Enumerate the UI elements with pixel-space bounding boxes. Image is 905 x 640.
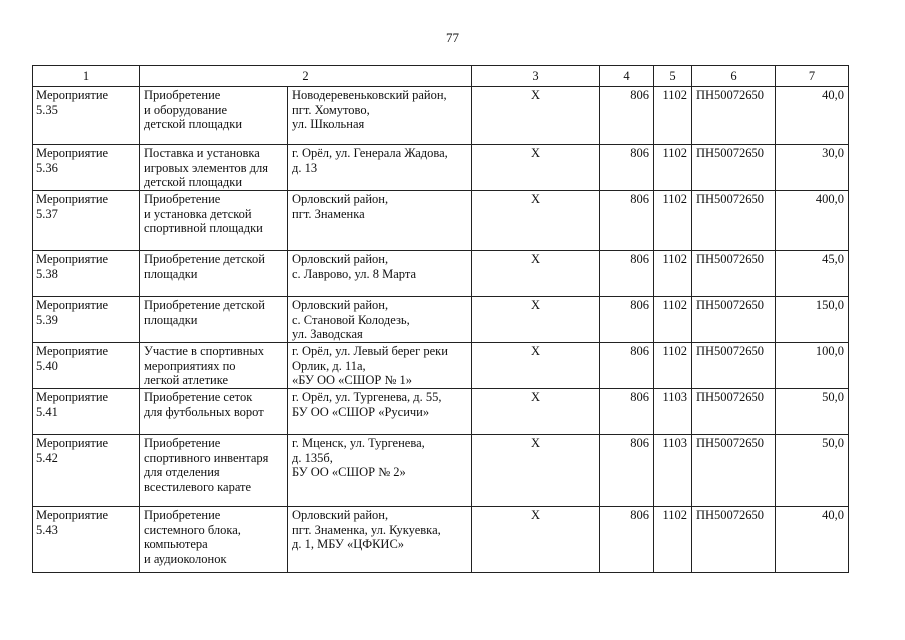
- section-cell: 1103: [654, 435, 692, 507]
- address-cell-line: пгт. Знаменка, ул. Кукуевка,: [292, 522, 441, 537]
- address-cell-line: Орлик, д. 11а,: [292, 358, 366, 373]
- address-cell-line: г. Орёл, ул. Левый берег реки: [292, 344, 448, 358]
- event-cell-line: Мероприятие: [36, 192, 109, 206]
- address-cell: [288, 507, 472, 573]
- event-cell: [33, 145, 140, 191]
- mark-cell: X: [472, 191, 600, 251]
- description-cell-line: Приобретение детской: [144, 252, 265, 266]
- address-cell-line: Орловский район,: [292, 252, 389, 266]
- event-cell-line: 5.37: [36, 206, 58, 221]
- description-cell-line: Участие в спортивных: [144, 344, 265, 358]
- description-cell-line: Приобретение: [144, 88, 221, 102]
- header-col-7: 7: [776, 66, 849, 87]
- amount-cell: 50,0: [776, 389, 849, 435]
- event-cell-line: 5.41: [36, 404, 58, 419]
- address-cell: [288, 145, 472, 191]
- target-code-cell: ПН50072650: [692, 435, 776, 507]
- address-cell-line: Орловский район,: [292, 298, 389, 312]
- event-cell-line: 5.38: [36, 266, 58, 281]
- description-cell-line: площадки: [144, 312, 198, 327]
- event-cell-line: Мероприятие: [36, 436, 109, 450]
- description-cell-line: и оборудование: [144, 102, 228, 117]
- event-cell-line: Мероприятие: [36, 146, 109, 160]
- amount-cell: 150,0: [776, 297, 849, 343]
- header-col-2: 2: [140, 66, 472, 87]
- target-code-cell: ПН50072650: [692, 389, 776, 435]
- table-row: [33, 251, 849, 297]
- code-cell: 806: [600, 297, 654, 343]
- amount-cell: 45,0: [776, 251, 849, 297]
- table-row: [33, 87, 849, 145]
- address-cell-line: д. 13: [292, 160, 318, 175]
- description-cell: [140, 389, 288, 435]
- address-cell: [288, 343, 472, 389]
- address-cell-line: БУ ОО «СШОР «Русичи»: [292, 404, 430, 419]
- amount-cell: 400,0: [776, 191, 849, 251]
- event-cell: [33, 297, 140, 343]
- event-cell: [33, 507, 140, 573]
- mark-cell: X: [472, 435, 600, 507]
- event-cell: [33, 251, 140, 297]
- event-cell: [33, 343, 140, 389]
- description-cell: [140, 145, 288, 191]
- amount-cell: 100,0: [776, 343, 849, 389]
- mark-cell: X: [472, 145, 600, 191]
- target-code-cell: ПН50072650: [692, 343, 776, 389]
- description-cell-line: Приобретение детской: [144, 298, 265, 312]
- description-cell: [140, 87, 288, 145]
- address-cell-line: Орловский район,: [292, 192, 389, 206]
- description-cell-line: спортивной площадки: [144, 221, 263, 235]
- event-cell-line: 5.36: [36, 160, 58, 175]
- description-cell: [140, 251, 288, 297]
- address-cell-line: г. Орёл, ул. Генерала Жадова,: [292, 146, 448, 160]
- code-cell: 806: [600, 191, 654, 251]
- section-cell: 1102: [654, 297, 692, 343]
- code-cell: 806: [600, 251, 654, 297]
- description-cell: [140, 435, 288, 507]
- event-cell-line: 5.39: [36, 312, 58, 327]
- description-cell: [140, 507, 288, 573]
- event-cell-line: 5.43: [36, 522, 58, 537]
- section-cell: 1102: [654, 251, 692, 297]
- address-cell-line: с. Становой Колодезь,: [292, 312, 410, 327]
- address-cell-line: д. 135б,: [292, 450, 333, 465]
- description-cell-line: Приобретение сеток: [144, 390, 253, 404]
- target-code-cell: ПН50072650: [692, 87, 776, 145]
- event-cell-line: Мероприятие: [36, 88, 109, 102]
- address-cell-line: пгт. Знаменка: [292, 206, 365, 221]
- amount-cell: 50,0: [776, 435, 849, 507]
- description-cell-line: площадки: [144, 266, 198, 281]
- event-cell-line: 5.35: [36, 102, 58, 117]
- section-cell: 1102: [654, 87, 692, 145]
- address-cell-line: БУ ОО «СШОР № 2»: [292, 465, 406, 479]
- address-cell-line: Орловский район,: [292, 508, 389, 522]
- amount-cell: 40,0: [776, 507, 849, 573]
- description-cell-line: Приобретение: [144, 192, 221, 206]
- mark-cell: X: [472, 343, 600, 389]
- table-row: [33, 435, 849, 507]
- description-cell: [140, 343, 288, 389]
- description-cell-line: компьютера: [144, 537, 208, 551]
- budget-table: [32, 65, 849, 573]
- description-cell-line: для футбольных ворот: [144, 404, 264, 419]
- target-code-cell: ПН50072650: [692, 191, 776, 251]
- address-cell-line: г. Орёл, ул. Тургенева, д. 55,: [292, 390, 442, 404]
- target-code-cell: ПН50072650: [692, 251, 776, 297]
- section-cell: 1102: [654, 145, 692, 191]
- description-cell-line: Приобретение: [144, 436, 221, 450]
- table-row: [33, 389, 849, 435]
- header-col-4: 4: [600, 66, 654, 87]
- address-cell-line: с. Лаврово, ул. 8 Марта: [292, 266, 417, 281]
- description-cell-line: для отделения: [144, 465, 220, 479]
- target-code-cell: ПН50072650: [692, 297, 776, 343]
- section-cell: 1102: [654, 191, 692, 251]
- table-row: [33, 191, 849, 251]
- address-cell-line: пгт. Хомутово,: [292, 102, 370, 117]
- section-cell: 1102: [654, 507, 692, 573]
- event-cell-line: Мероприятие: [36, 252, 109, 266]
- mark-cell: X: [472, 251, 600, 297]
- header-col-5: 5: [654, 66, 692, 87]
- address-cell-line: ул. Заводская: [292, 327, 363, 341]
- description-cell-line: игровых элементов для: [144, 160, 268, 175]
- description-cell-line: мероприятиях по: [144, 358, 236, 373]
- page-number: 77: [446, 30, 459, 45]
- description-cell-line: и установка детской: [144, 206, 252, 221]
- description-cell-line: и аудиоколонок: [144, 551, 227, 566]
- address-cell-line: «БУ ОО «СШОР № 1»: [292, 373, 412, 387]
- mark-cell: X: [472, 297, 600, 343]
- amount-cell: 30,0: [776, 145, 849, 191]
- code-cell: 806: [600, 435, 654, 507]
- table-row: [33, 343, 849, 389]
- address-cell: [288, 435, 472, 507]
- event-cell-line: Мероприятие: [36, 344, 109, 358]
- table-row: [33, 507, 849, 573]
- mark-cell: X: [472, 389, 600, 435]
- description-cell-line: детской площадки: [144, 117, 243, 131]
- event-cell-line: Мероприятие: [36, 298, 109, 312]
- address-cell: [288, 191, 472, 251]
- header-col-3: 3: [472, 66, 600, 87]
- event-cell-line: 5.40: [36, 358, 58, 373]
- header-col-6: 6: [692, 66, 776, 87]
- target-code-cell: ПН50072650: [692, 507, 776, 573]
- target-code-cell: ПН50072650: [692, 145, 776, 191]
- header-col-1: 1: [33, 66, 140, 87]
- table-row: [33, 297, 849, 343]
- section-cell: 1102: [654, 343, 692, 389]
- description-cell-line: системного блока,: [144, 522, 241, 537]
- event-cell-line: Мероприятие: [36, 390, 109, 404]
- event-cell: [33, 87, 140, 145]
- description-cell-line: детской площадки: [144, 175, 243, 189]
- event-cell-line: 5.42: [36, 450, 58, 465]
- address-cell: [288, 389, 472, 435]
- address-cell-line: г. Мценск, ул. Тургенева,: [292, 436, 425, 450]
- description-cell-line: спортивного инвентаря: [144, 450, 269, 465]
- header-row: [33, 66, 849, 87]
- table-row: [33, 145, 849, 191]
- address-cell: [288, 87, 472, 145]
- description-cell-line: всестилевого карате: [144, 479, 252, 494]
- description-cell-line: Поставка и установка: [144, 146, 260, 160]
- address-cell-line: Новодеревеньковский район,: [292, 88, 447, 102]
- description-cell-line: легкой атлетике: [144, 373, 229, 387]
- event-cell: [33, 435, 140, 507]
- address-cell: [288, 251, 472, 297]
- mark-cell: X: [472, 87, 600, 145]
- address-cell-line: д. 1, МБУ «ЦФКИС»: [292, 537, 405, 551]
- code-cell: 806: [600, 507, 654, 573]
- event-cell: [33, 389, 140, 435]
- code-cell: 806: [600, 343, 654, 389]
- code-cell: 806: [600, 145, 654, 191]
- event-cell: [33, 191, 140, 251]
- mark-cell: X: [472, 507, 600, 573]
- code-cell: 806: [600, 87, 654, 145]
- description-cell: [140, 191, 288, 251]
- description-cell: [140, 297, 288, 343]
- address-cell-line: ул. Школьная: [292, 117, 365, 131]
- amount-cell: 40,0: [776, 87, 849, 145]
- section-cell: 1103: [654, 389, 692, 435]
- event-cell-line: Мероприятие: [36, 508, 109, 522]
- code-cell: 806: [600, 389, 654, 435]
- description-cell-line: Приобретение: [144, 508, 221, 522]
- address-cell: [288, 297, 472, 343]
